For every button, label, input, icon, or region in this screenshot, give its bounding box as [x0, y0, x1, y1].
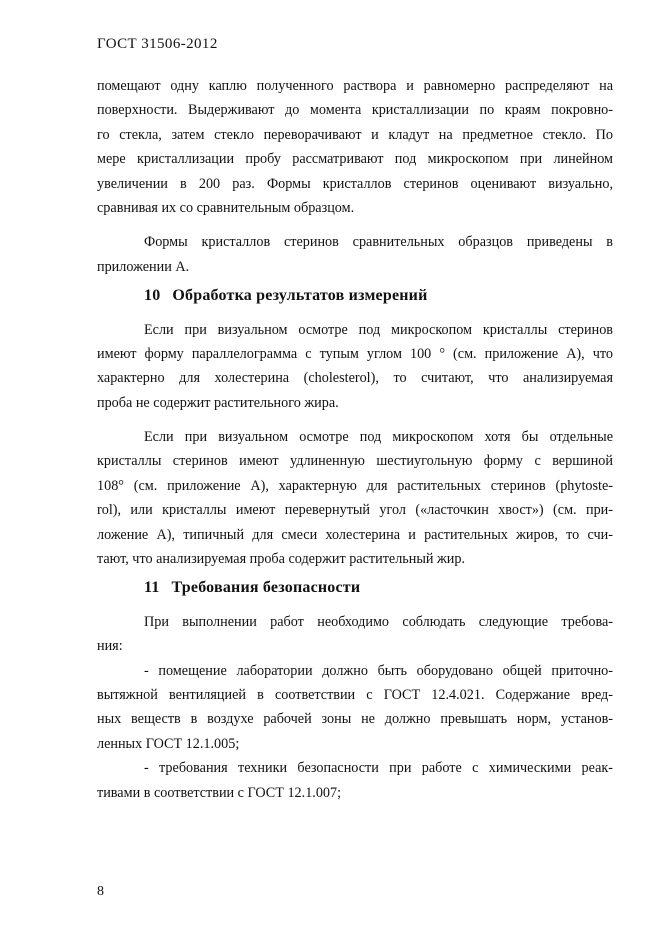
section-number: 10: [144, 287, 161, 305]
text-line: поверхности. Выдерживают до момента кристаллизации по краям покровно-: [97, 102, 613, 119]
document-header: ГОСТ 31506-2012: [97, 36, 218, 52]
section-number: 11: [144, 579, 160, 597]
text-line: тивами в соответствии с ГОСТ 12.1.007;: [97, 784, 342, 801]
text-line: вытяжной вентиляцией в соответствии с ГОСТ 12.4.021. Содержание вред-: [97, 686, 613, 703]
text-line: проба не содержит растительного жира.: [97, 394, 339, 411]
text-line: имеют форму параллелограмма с тупым углом 100 ° (см. приложение А), что: [97, 345, 613, 362]
text-line: ния:: [97, 638, 123, 655]
section-heading-11: [97, 576, 613, 600]
text-line: приложении А.: [97, 258, 190, 275]
paragraph: [97, 74, 613, 220]
text-line: сравнивая их со сравнительным образцом.: [97, 199, 355, 216]
text-line: го стекла, затем стекло переворачивают и кладут на предметное стекло. По: [97, 126, 613, 143]
text-line: При выполнении работ необходимо соблюдать следующие требова-: [144, 613, 613, 630]
text-line: Формы кристаллов стеринов сравнительных образцов приведены в: [144, 234, 613, 251]
text-line: - помещение лаборатории должно быть оборудовано общей приточно-: [144, 662, 613, 679]
section-heading-10: [97, 284, 613, 308]
page-number: 8: [97, 884, 104, 899]
text-line: ных веществ в воздухе рабочей зоны не должно превышать норм, установ-: [97, 711, 613, 728]
paragraph: [97, 230, 613, 279]
text-line: кристаллы стеринов имеют удлиненную шестиугольную форму с вершиной: [97, 453, 613, 470]
text-line: характерно для холестерина (cholesterol), то считают, что анализируемая: [97, 370, 613, 387]
list-item: [97, 756, 613, 805]
text-line: Если при визуальном осмотре под микроскопом хотя бы отдельные: [144, 429, 613, 446]
text-line: мере кристаллизации пробу рассматривают под микроскопом при линейном: [97, 151, 613, 168]
text-line: тают, что анализируемая проба содержит растительный жир.: [97, 551, 466, 568]
text-line: ленных ГОСТ 12.1.005;: [97, 735, 240, 752]
paragraph: [97, 425, 613, 571]
text-line: помещают одну каплю полученного раствора и равномерно распределяют на: [97, 78, 613, 94]
section-title: Обработка результатов измерений: [172, 287, 428, 305]
paragraph: [97, 318, 613, 416]
text-line: - требования техники безопасности при работе с химическими реак-: [144, 760, 613, 777]
text-line: ложение А), типичный для смеси холестерина и растительных жиров, то счи-: [97, 526, 613, 543]
text-line: 108° (см. приложение А), характерную для растительных стеринов (phytoste-: [97, 477, 613, 494]
text-line: увеличении в 200 раз. Формы кристаллов стеринов оценивают визуально,: [97, 175, 613, 192]
section-title: Требования безопасности: [171, 579, 361, 597]
page-body: [97, 74, 613, 805]
text-line: rol), или кристаллы имеют перевернутый угол («ласточкин хвост») (см. при-: [97, 502, 613, 519]
list-item: [97, 659, 613, 757]
paragraph: [97, 610, 613, 659]
text-line: Если при визуальном осмотре под микроскопом кристаллы стеринов: [144, 321, 613, 338]
